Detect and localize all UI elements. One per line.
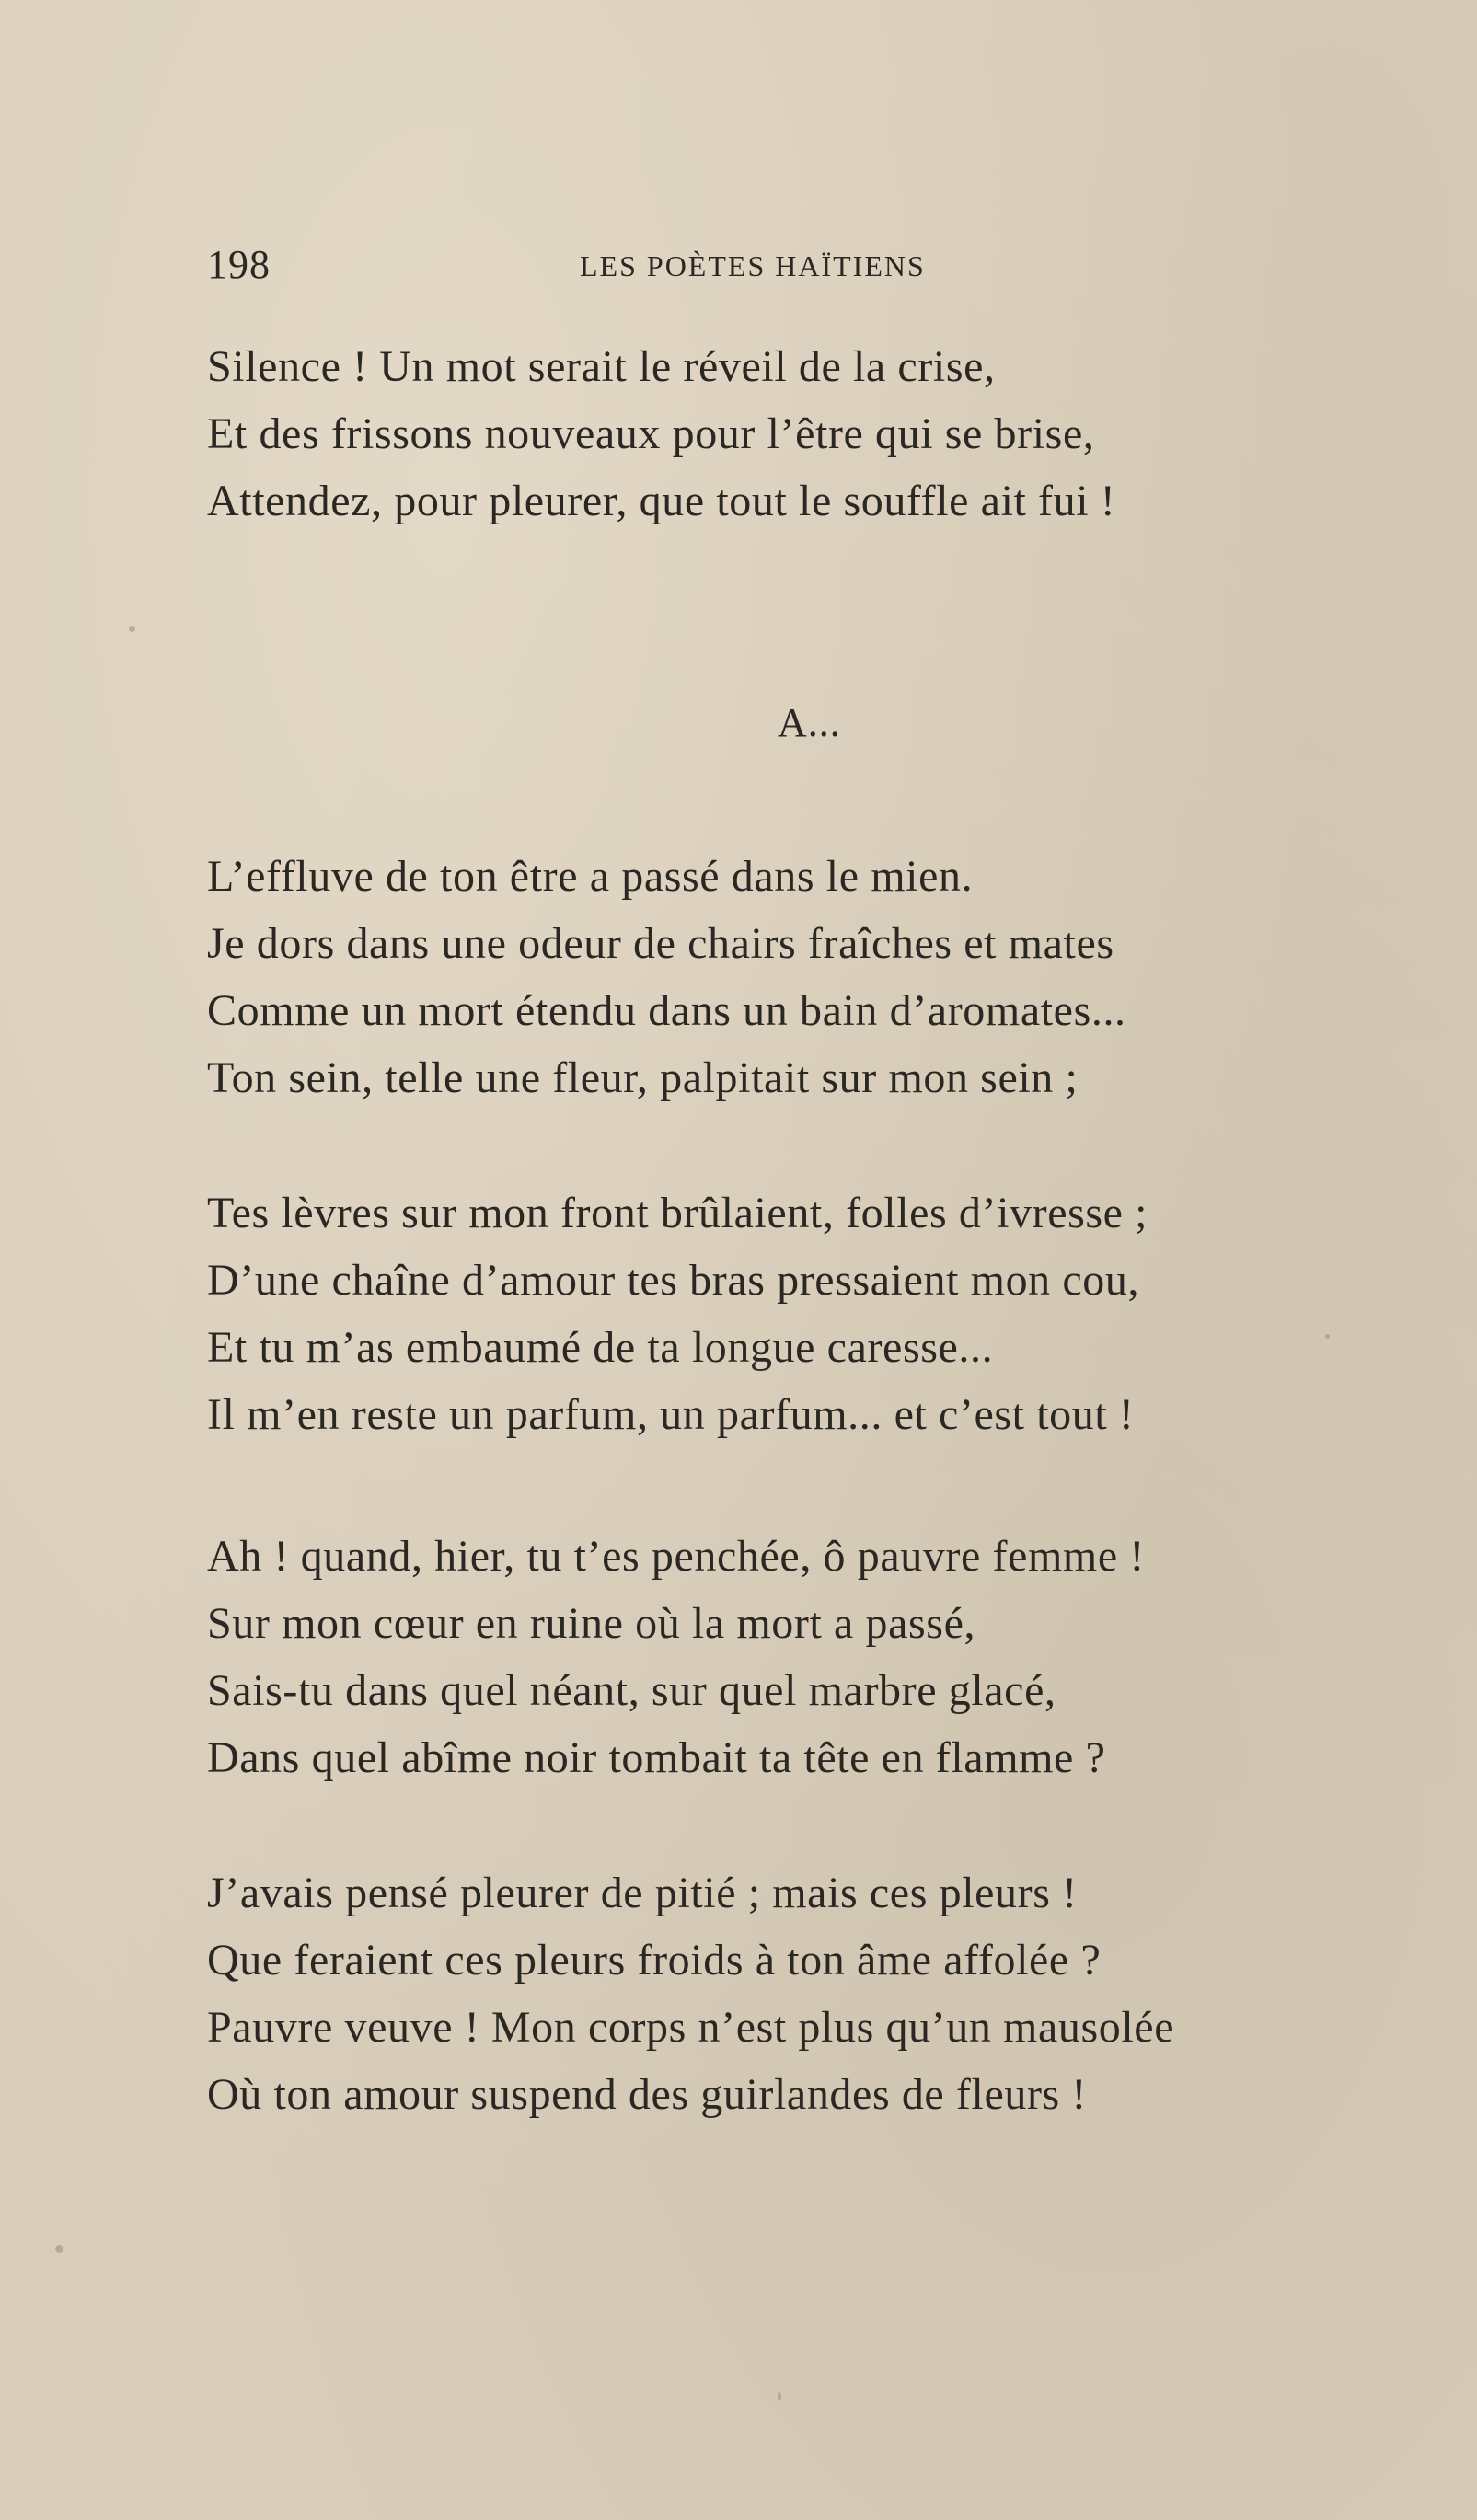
verse-line: Et des frissons nouveaux pour l’être qui se brise, — [207, 409, 1095, 458]
verse-line: Comme un mort étendu dans un bain d’aromates... — [207, 986, 1126, 1035]
paper-speck — [129, 626, 135, 632]
verse-line: Et tu m’as embaumé de ta longue caresse... — [207, 1323, 994, 1372]
verse-line: Sur mon cœur en ruine où la mort a passé, — [207, 1599, 976, 1648]
stanza-3 — [207, 1523, 1403, 1791]
verse-line: Sais-tu dans quel néant, sur quel marbre glacé, — [207, 1666, 1056, 1715]
running-title: LES POÈTES HAÏTIENS — [580, 249, 926, 282]
verse-line: D’une chaîne d’amour tes bras pressaient mon cou, — [207, 1256, 1140, 1305]
stanza-4 — [207, 1859, 1403, 2128]
verse-line: Que feraient ces pleurs froids à ton âme affolée ? — [207, 1936, 1102, 1985]
page-number: 198 — [207, 242, 271, 287]
verse-line: Je dors dans une odeur de chairs fraîches et mates — [207, 919, 1114, 968]
stanza-2 — [207, 1179, 1403, 1448]
stanza-1 — [207, 843, 1403, 1111]
verse-line: Il m’en reste un parfum, un parfum... et c’est tout ! — [207, 1390, 1135, 1439]
verse-line: Dans quel abîme noir tombait ta tête en flamme ? — [207, 1733, 1106, 1782]
paper-speck — [55, 2245, 63, 2253]
running-head — [207, 241, 1311, 296]
paper-speck — [778, 2392, 781, 2401]
verse-line: Où ton amour suspend des guirlandes de fleurs ! — [207, 2070, 1087, 2119]
verse-line: Ah ! quand, hier, tu t’es penchée, ô pauvre femme ! — [207, 1532, 1145, 1581]
verse-line: Pauvre veuve ! Mon corps n’est plus qu’un mausolée — [207, 2003, 1175, 2052]
opening-stanza — [207, 333, 1403, 535]
verse-line: Silence ! Un mot serait le réveil de la crise, — [207, 342, 996, 391]
poem-title: A... — [778, 700, 841, 745]
verse-line: Tes lèvres sur mon front brûlaient, folles d’ivresse ; — [207, 1189, 1148, 1237]
verse-line: J’avais pensé pleurer de pitié ; mais ces pleurs ! — [207, 1869, 1078, 1917]
verse-line: L’effluve de ton être a passé dans le mien. — [207, 852, 974, 901]
verse-line: Ton sein, telle une fleur, palpitait sur mon sein ; — [207, 1053, 1079, 1102]
verse-line: Attendez, pour pleurer, que tout le souffle ait fui ! — [207, 477, 1116, 525]
